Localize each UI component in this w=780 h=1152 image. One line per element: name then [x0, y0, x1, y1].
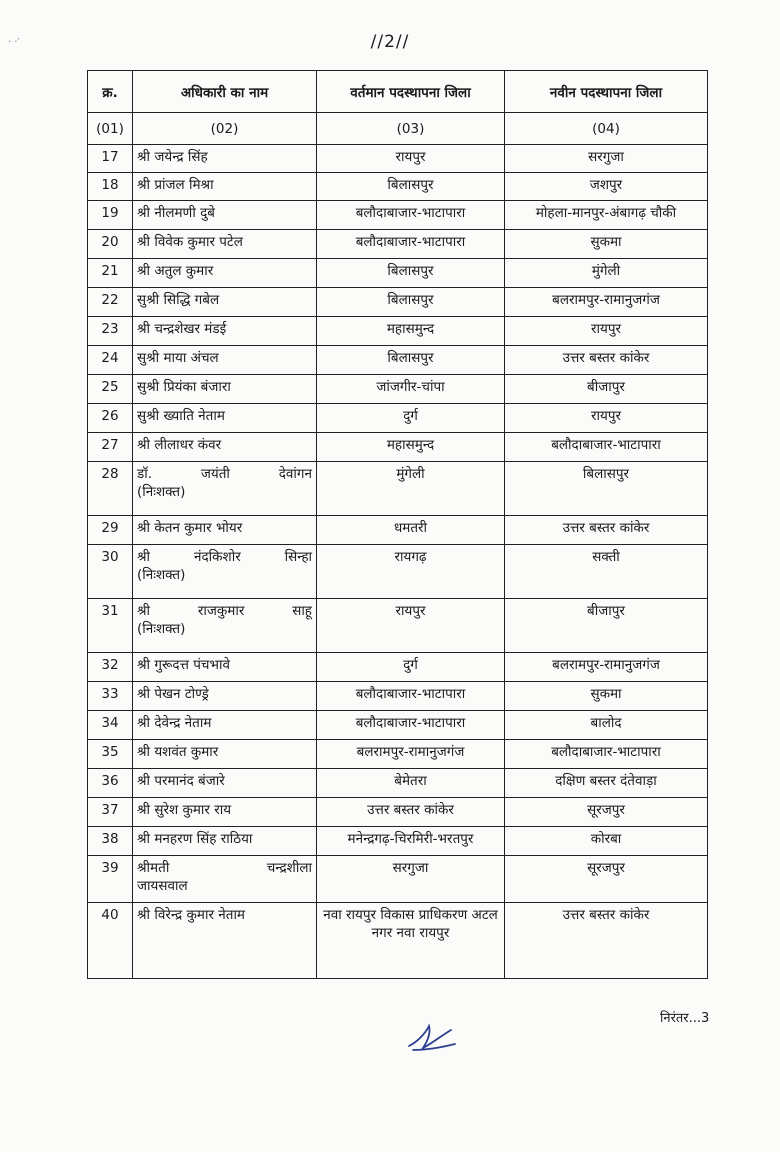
row-sn: 18: [88, 173, 133, 201]
row-new-district: सुकमा: [505, 230, 708, 259]
row-new-district: बलरामपुर-रामानुजगंज: [505, 288, 708, 317]
row-sn: 40: [88, 903, 133, 979]
row-officer-name: श्री मनहरण सिंह राठिया: [133, 827, 317, 856]
row-new-district: उत्तर बस्तर कांकेर: [505, 346, 708, 375]
row-current-district: बलौदाबाजार-भाटापारा: [317, 230, 505, 259]
row-officer-name: श्री पेखन टोण्ड्रे: [133, 682, 317, 711]
table-row: [88, 173, 708, 201]
table-row: [88, 433, 708, 462]
row-sn: 23: [88, 317, 133, 346]
officer-name-sub: (निःशक्त): [137, 484, 186, 500]
officer-name-part: श्री: [137, 549, 151, 565]
row-new-district: रायपुर: [505, 404, 708, 433]
row-new-district: उत्तर बस्तर कांकेर: [505, 903, 708, 979]
row-officer-name: श्री केतन कुमार भोयर: [133, 516, 317, 545]
row-sn: 30: [88, 545, 133, 599]
row-new-district: कोरबा: [505, 827, 708, 856]
row-current-district: बलौदाबाजार-भाटापारा: [317, 711, 505, 740]
row-sn: 38: [88, 827, 133, 856]
row-officer-name: श्री परमानंद बंजारे: [133, 769, 317, 798]
row-current-district: मुंगेली: [317, 462, 505, 516]
header-sn: क्र.: [88, 71, 133, 113]
officer-name-part: साहू: [292, 603, 312, 619]
table-row: [88, 798, 708, 827]
table-row: [88, 516, 708, 545]
signature-mark: [405, 1020, 460, 1054]
col-num-new: (04): [505, 113, 708, 145]
row-new-district: बीजापुर: [505, 375, 708, 404]
row-officer-name: श्री अतुल कुमार: [133, 259, 317, 288]
row-current-district: रायपुर: [317, 599, 505, 653]
row-current-district: दुर्ग: [317, 404, 505, 433]
row-sn: 17: [88, 145, 133, 173]
table-row: [88, 769, 708, 798]
table-row: [88, 599, 708, 653]
row-current-district: महासमुन्द: [317, 433, 505, 462]
header-name: अधिकारी का नाम: [133, 71, 317, 113]
row-current-district: बिलासपुर: [317, 173, 505, 201]
transfer-table: [87, 70, 708, 979]
page-number: //2//: [370, 32, 410, 52]
table-row: [88, 827, 708, 856]
officer-name-line: [137, 858, 312, 876]
header-new-district: नवीन पदस्थापना जिला: [505, 71, 708, 113]
row-new-district: बिलासपुर: [505, 462, 708, 516]
row-officer-name: श्री यशवंत कुमार: [133, 740, 317, 769]
row-current-district: रायगढ़: [317, 545, 505, 599]
row-current-district: बिलासपुर: [317, 259, 505, 288]
row-officer-name: [133, 545, 317, 599]
row-officer-name: श्री जयेन्द्र सिंह: [133, 145, 317, 173]
officer-name-part: चन्द्रशीला: [266, 860, 312, 876]
row-sn: 35: [88, 740, 133, 769]
table-row: [88, 856, 708, 903]
row-sn: 28: [88, 462, 133, 516]
officer-name-part: श्री: [137, 603, 151, 619]
table-row: [88, 346, 708, 375]
table-row: [88, 740, 708, 769]
continued-note: निरंतर...3: [660, 1011, 710, 1026]
officer-name-part: श्रीमती: [137, 860, 170, 876]
row-current-district: बेमेतरा: [317, 769, 505, 798]
row-current-district: बलौदाबाजार-भाटापारा: [317, 682, 505, 711]
row-sn: 34: [88, 711, 133, 740]
row-new-district: रायपुर: [505, 317, 708, 346]
table-row: [88, 404, 708, 433]
row-current-district: सरगुजा: [317, 856, 505, 903]
row-new-district: बलौदाबाजार-भाटापारा: [505, 433, 708, 462]
row-sn: 29: [88, 516, 133, 545]
row-current-district: जांजगीर-चांपा: [317, 375, 505, 404]
row-officer-name: श्री विवेक कुमार पटेल: [133, 230, 317, 259]
officer-name-part: जयंती: [200, 466, 230, 482]
table-row: [88, 230, 708, 259]
row-officer-name: सुश्री सिद्धि गबेल: [133, 288, 317, 317]
officer-name-sub: (निःशक्त): [137, 567, 186, 583]
row-current-district: बिलासपुर: [317, 346, 505, 375]
row-officer-name: [133, 599, 317, 653]
table-row: [88, 903, 708, 979]
table-row: [88, 682, 708, 711]
row-officer-name: श्री देवेन्द्र नेताम: [133, 711, 317, 740]
row-sn: 27: [88, 433, 133, 462]
table-row: [88, 317, 708, 346]
row-new-district: दक्षिण बस्तर दंतेवाड़ा: [505, 769, 708, 798]
row-officer-name: सुश्री माया अंचल: [133, 346, 317, 375]
row-current-district: बिलासपुर: [317, 288, 505, 317]
row-new-district: उत्तर बस्तर कांकेर: [505, 516, 708, 545]
table-row: [88, 201, 708, 230]
table-row: [88, 653, 708, 682]
row-sn: 24: [88, 346, 133, 375]
header-current-district: वर्तमान पदस्थापना जिला: [317, 71, 505, 113]
row-new-district: सुकमा: [505, 682, 708, 711]
row-officer-name: श्री लीलाधर कंवर: [133, 433, 317, 462]
row-new-district: सक्ती: [505, 545, 708, 599]
row-new-district: सूरजपुर: [505, 798, 708, 827]
officer-name-line: [137, 601, 312, 619]
table-row: [88, 288, 708, 317]
table-row: [88, 462, 708, 516]
row-current-district: मनेन्द्रगढ़-चिरमिरी-भरतपुर: [317, 827, 505, 856]
row-new-district: मोहला-मानपुर-अंबागढ़ चौकी: [505, 201, 708, 230]
row-sn: 39: [88, 856, 133, 903]
col-num-sn: (01): [88, 113, 133, 145]
row-new-district: सूरजपुर: [505, 856, 708, 903]
officer-name-part: सिन्हा: [284, 549, 312, 565]
row-sn: 37: [88, 798, 133, 827]
row-officer-name: सुश्री प्रियंका बंजारा: [133, 375, 317, 404]
row-officer-name: सुश्री ख्याति नेताम: [133, 404, 317, 433]
row-current-district: दुर्ग: [317, 653, 505, 682]
row-sn: 22: [88, 288, 133, 317]
row-officer-name: श्री विरेन्द्र कुमार नेताम: [133, 903, 317, 979]
row-current-district: बलौदाबाजार-भाटापारा: [317, 201, 505, 230]
row-current-district: रायपुर: [317, 145, 505, 173]
officer-name-sub: (निःशक्त): [137, 621, 186, 637]
row-current-district: नवा रायपुर विकास प्राधिकरण अटल नगर नवा रायपुर: [317, 903, 505, 979]
row-sn: 33: [88, 682, 133, 711]
row-current-district: उत्तर बस्तर कांकेर: [317, 798, 505, 827]
table-row: [88, 711, 708, 740]
officer-name-part: डॉ.: [137, 466, 153, 482]
row-current-district: धमतरी: [317, 516, 505, 545]
row-new-district: बलरामपुर-रामानुजगंज: [505, 653, 708, 682]
row-officer-name: [133, 856, 317, 903]
officer-name-part: नंदकिशोर: [194, 549, 241, 565]
row-officer-name: श्री सुरेश कुमार राय: [133, 798, 317, 827]
header-row: [88, 71, 708, 113]
table-row: [88, 259, 708, 288]
row-sn: 21: [88, 259, 133, 288]
row-officer-name: श्री प्रांजल मिश्रा: [133, 173, 317, 201]
row-new-district: सरगुजा: [505, 145, 708, 173]
row-current-district: बलरामपुर-रामानुजगंज: [317, 740, 505, 769]
column-number-row: [88, 113, 708, 145]
row-sn: 25: [88, 375, 133, 404]
row-current-district: महासमुन्द: [317, 317, 505, 346]
row-officer-name: श्री चन्द्रशेखर मंडई: [133, 317, 317, 346]
table-row: [88, 375, 708, 404]
officer-name-line: [137, 547, 312, 565]
row-sn: 31: [88, 599, 133, 653]
row-officer-name: [133, 462, 317, 516]
row-officer-name: श्री नीलमणी दुबे: [133, 201, 317, 230]
row-sn: 32: [88, 653, 133, 682]
officer-name-part: देवांगन: [278, 466, 312, 482]
scan-speck-mark: · ·′: [8, 37, 20, 48]
table-row: [88, 145, 708, 173]
officer-name-part: राजकुमार: [197, 603, 245, 619]
row-new-district: बालोद: [505, 711, 708, 740]
row-sn: 19: [88, 201, 133, 230]
officer-name-sub: जायसवाल: [137, 878, 188, 894]
col-num-current: (03): [317, 113, 505, 145]
col-num-name: (02): [133, 113, 317, 145]
table-row: [88, 545, 708, 599]
row-sn: 26: [88, 404, 133, 433]
officer-name-line: [137, 464, 312, 482]
row-sn: 36: [88, 769, 133, 798]
row-new-district: बीजापुर: [505, 599, 708, 653]
row-officer-name: श्री गुरूदत्त पंचभावे: [133, 653, 317, 682]
row-sn: 20: [88, 230, 133, 259]
row-new-district: बलौदाबाजार-भाटापारा: [505, 740, 708, 769]
row-new-district: जशपुर: [505, 173, 708, 201]
row-new-district: मुंगेली: [505, 259, 708, 288]
